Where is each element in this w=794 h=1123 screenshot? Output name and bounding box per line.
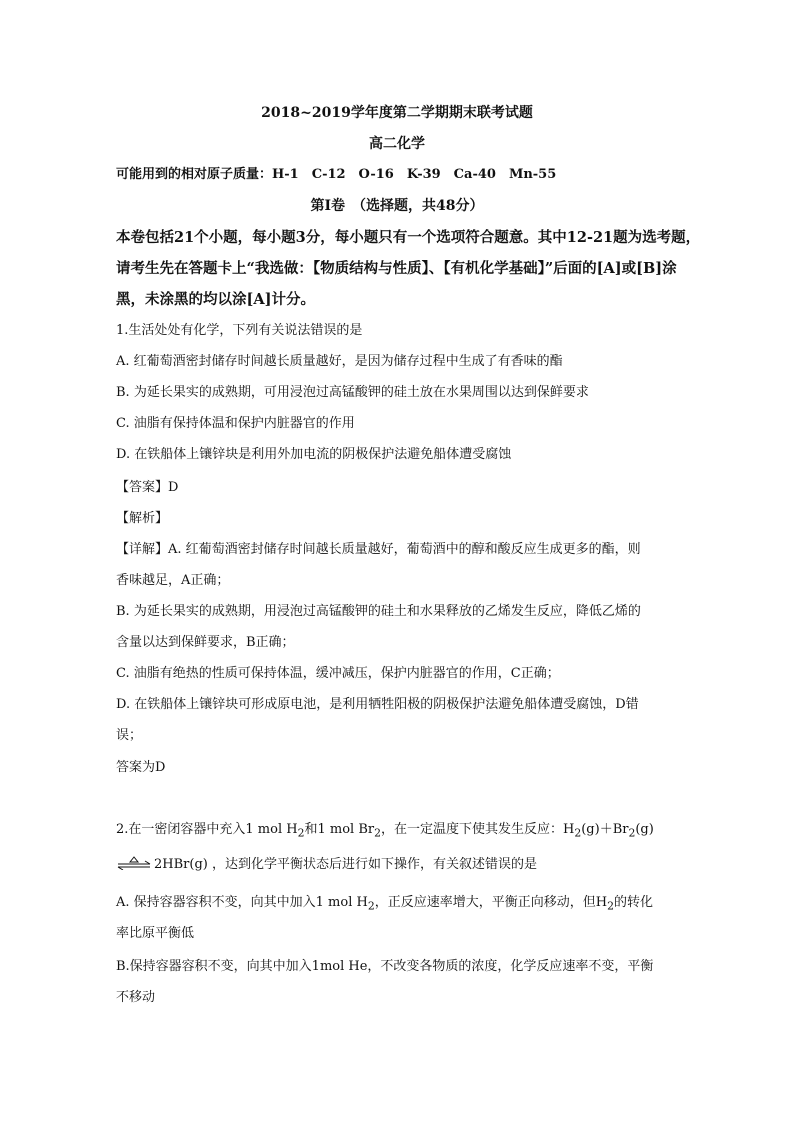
subscript: 2 <box>628 826 636 840</box>
q2-opt-a-1c: 的转化 <box>613 895 653 910</box>
q2-opt-a-1a: A. 保持容器容积不变，向其中加入1 mol H <box>116 895 368 910</box>
q1-detail-line-2: 香味越足，A正确； <box>116 573 230 588</box>
q2-opt-a-1b: ，正反应速率增大，平衡正向移动，但H <box>374 895 608 910</box>
q2-option-b-line-1: B.保持容器容积不变，向其中加入1mol He，不改变各物质的浓度，化学反应速率不变，平衡 <box>116 959 654 974</box>
q2-equation <box>116 855 686 875</box>
q2-stem-a: 2.在一密闭容器中充入1 mol H <box>116 822 298 837</box>
q1-detail-line-6: D. 在铁船体上镶锌块可形成原电池，是利用牺牲阳极的阴极保护法避免船体遭受腐蚀，D错 <box>116 697 639 712</box>
subscript: 2 <box>574 826 582 840</box>
equilibrium-arrow-icon <box>116 856 152 870</box>
q2-stem <box>116 820 686 844</box>
q1-detail-line-8: 答案为D <box>116 760 166 775</box>
q1-detail-line-7: 误； <box>116 728 143 743</box>
q1-option-c: C. 油脂有保持体温和保护内脏器官的作用 <box>116 416 355 431</box>
q2-equation-text: 2HBr(g) ，达到化学平衡状态后进行如下操作，有关叙述错误的是 <box>154 857 537 872</box>
atomic-masses: 可能用到的相对原子质量：H-1 C-12 O-16 K-39 Ca-40 Mn-55 <box>116 167 557 182</box>
q1-detail-line-1: 【详解】A. 红葡萄酒密封储存时间越长质量越好，葡萄酒中的醇和酸反应生成更多的酯，则 <box>116 542 641 557</box>
q1-option-a: A. 红葡萄酒密封储存时间越长质量越好，是因为储存过程中生成了有香味的酯 <box>116 354 563 369</box>
subscript: 2 <box>297 826 305 840</box>
subscript: 2 <box>374 826 381 840</box>
q1-option-b: B. 为延长果实的成熟期，可用浸泡过高锰酸钾的硅土放在水果周围以达到保鲜要求 <box>116 385 589 400</box>
q1-stem: 1.生活处处有化学，下列有关说法错误的是 <box>116 323 363 338</box>
subscript: 2 <box>367 899 375 913</box>
instructions-line-3: 黑，未涂黑的均以涂[A]计分。 <box>116 291 315 308</box>
instructions-line-1: 本卷包括21个小题，每小题3分，每小题只有一个选项符合题意。其中12-21题为选考题， <box>116 229 701 246</box>
q1-detail-line-4: 含量以达到保鲜要求，B正确； <box>116 635 295 650</box>
q1-answer: 【答案】D <box>116 480 179 495</box>
q2-option-a-line-1 <box>116 893 686 917</box>
q2-stem-d: (g)＋Br <box>581 822 629 837</box>
instructions-line-2: 请考生先在答题卡上“我选做：【物质结构与性质】、【有机化学基础】”后面的[A]或[B]涂 <box>116 260 677 277</box>
subject-title: 高二化学 <box>369 136 425 152</box>
q1-option-d: D. 在铁船体上镶锌块是利用外加电流的阴极保护法避免船体遭受腐蚀 <box>116 447 512 462</box>
q1-analysis-label: 【解析】 <box>116 511 169 526</box>
section-title: 第Ⅰ卷 （选择题，共48分） <box>310 198 484 214</box>
q2-option-a-line-2: 率比原平衡低 <box>116 926 195 941</box>
q1-detail-line-3: B. 为延长果实的成熟期，用浸泡过高锰酸钾的硅土和水果释放的乙烯发生反应，降低乙烯的 <box>116 604 641 619</box>
subscript: 2 <box>607 899 614 913</box>
q2-option-b-line-2: 不移动 <box>116 990 156 1005</box>
q1-detail-line-5: C. 油脂有绝热的性质可保持体温，缓冲减压，保护内脏器官的作用，C正确； <box>116 666 560 681</box>
q2-stem-e: (g) <box>635 822 654 837</box>
q2-stem-b: 和1 mol Br <box>304 822 375 837</box>
q2-stem-c: ，在一定温度下使其发生反应：H <box>381 822 575 837</box>
exam-title: 2018~2019学年度第二学期期末联考试题 <box>261 105 533 121</box>
